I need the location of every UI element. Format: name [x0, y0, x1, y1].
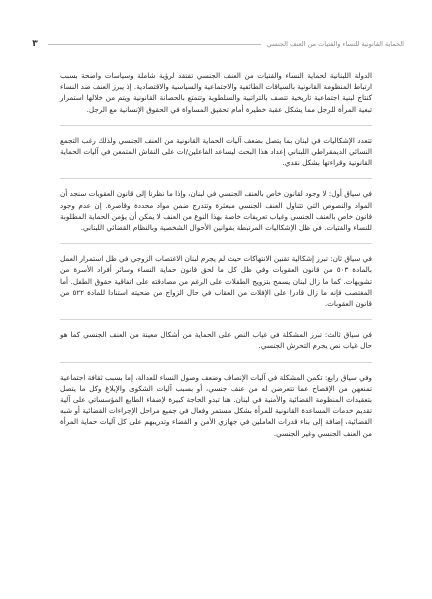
paragraph-context-2: في سياق ثان: تبرز إشكالية تقنين الانتهاكات حيث لم يجرم لبنان الاغتصاب الزوجي في ظل استمرار العمل بالمادة ٥٠٣ من قانون العقوبات وفي ظل كل ما لحق قانون حماية النساء وسائر أفراد الأسرة من تشويهات. كما ما زال لبنان يسمح بتزويج الطفلات على الرغم من مصادقته على اتفاقية حقوق الطفل. أما المغتصب فإنه ما زال قادرا على الإفلات من العقاب في حال الزواج من ضحيته استنادا للمادة ٥٢٢ من قانون العقوبات.: [59, 254, 372, 309]
paragraph-context-1: في سياق أول: لا وجود لقانون خاص بالعنف الجنسي في لبنان، وإذا ما نظرنا إلى قانون العقوبات سنجد أن المواد والنصوص التي تتناول العنف الجنسي مبعثرة وتتدرج ضمن مواد محددة وقاصرة. إن عدم وجود قانون خاص بالعنف الجنسي وغياب تعريفات خاصة بهذا النوع من العنف لا يمكن أن يؤمن الحماية المطلوبة للنساء والفتيات. في ظل الإشكاليات المرتبطة بقوانين الأحوال الشخصية وبالنظام القضائي اللبناني.: [60, 189, 372, 233]
section-divider: [60, 125, 372, 126]
paragraph-problems: تتعدد الإشكاليات في لبنان بما يتصل بضعف آليات الحماية القانونية من العنف الجنسي ولذلك رغب التجمع النسائي الديمقراطي اللبناني إعداد هذا البحث ليساعد الفاعلين/ات على النقاش المتمعن في آليات الحماية القانونية وقراءتها بشكل نقدي.: [60, 135, 372, 168]
section-divider: [60, 178, 372, 179]
running-title: الحماية القانونية للنساء والفتيات من العنف الجنسي: [266, 40, 404, 48]
paragraph-context-3: في سياق ثالث: تبرز المشكلة في غياب النص على الحماية من أشكال معينة من العنف الجنسي كما هو حال غياب نص يجرم التحرش الجنسي.: [60, 330, 372, 351]
page-number: ٣: [32, 39, 38, 49]
body-text: [60, 70, 372, 579]
page-header: [28, 36, 404, 52]
paragraph-context-4: وفي سياق رابع: تكمن المشكلة في آليات الإنصاف وضعف وصول النساء للعدالة، إما بسبب ثقافة اجتماعية تمنعهن من الإفصاح عما تتعرضن له من عنف جنسي، أو بسبب آليات الشكوى والإبلاغ وكل ما يتصل بتعقيدات المنظومة القضائية والأمنية في لبنان. هنا تبدو الحاجة كبيرة لإضفاء الطابع المؤسساتي على آلية تقديم خدمات المساعدة القانونية للمرأة بشكل مستمر وفعال في جميع مراحل الإجراءات القضائية أو شبه القضائية، إضافة إلى بناء قدرات العاملين في جهازي الأمن و القضاء وتدريبهم على كل آليات حماية المرأة من العنف الجنسي وغير الجنسي.: [60, 372, 372, 438]
section-divider: [60, 243, 372, 244]
section-divider: [60, 362, 372, 363]
section-divider: [60, 319, 372, 320]
paragraph-intro: الدولة اللبنانية لحماية النساء والفتيات من العنف الجنسي تفتقد لرؤية شاملة وسياسات واضحة بسبب ارتباط المنظومة القانونية بالسياقات الطائفية والاجتماعية والسياسية والاقتصادية. إذ يبرز العنف ضد النساء كنتاج لبنية اجتماعية تاريخية تتصف بالتراتبية والسلطوية وتتمتع بالحصانة القانونية ويتم من خلالها استمرار تبعية المرأة للرجل مما يشكل عقبة خطيرة أمام تحقيق المساواة في الحقوق الإنسانية مع الرجل.: [60, 71, 372, 114]
header-divider: [48, 44, 261, 45]
